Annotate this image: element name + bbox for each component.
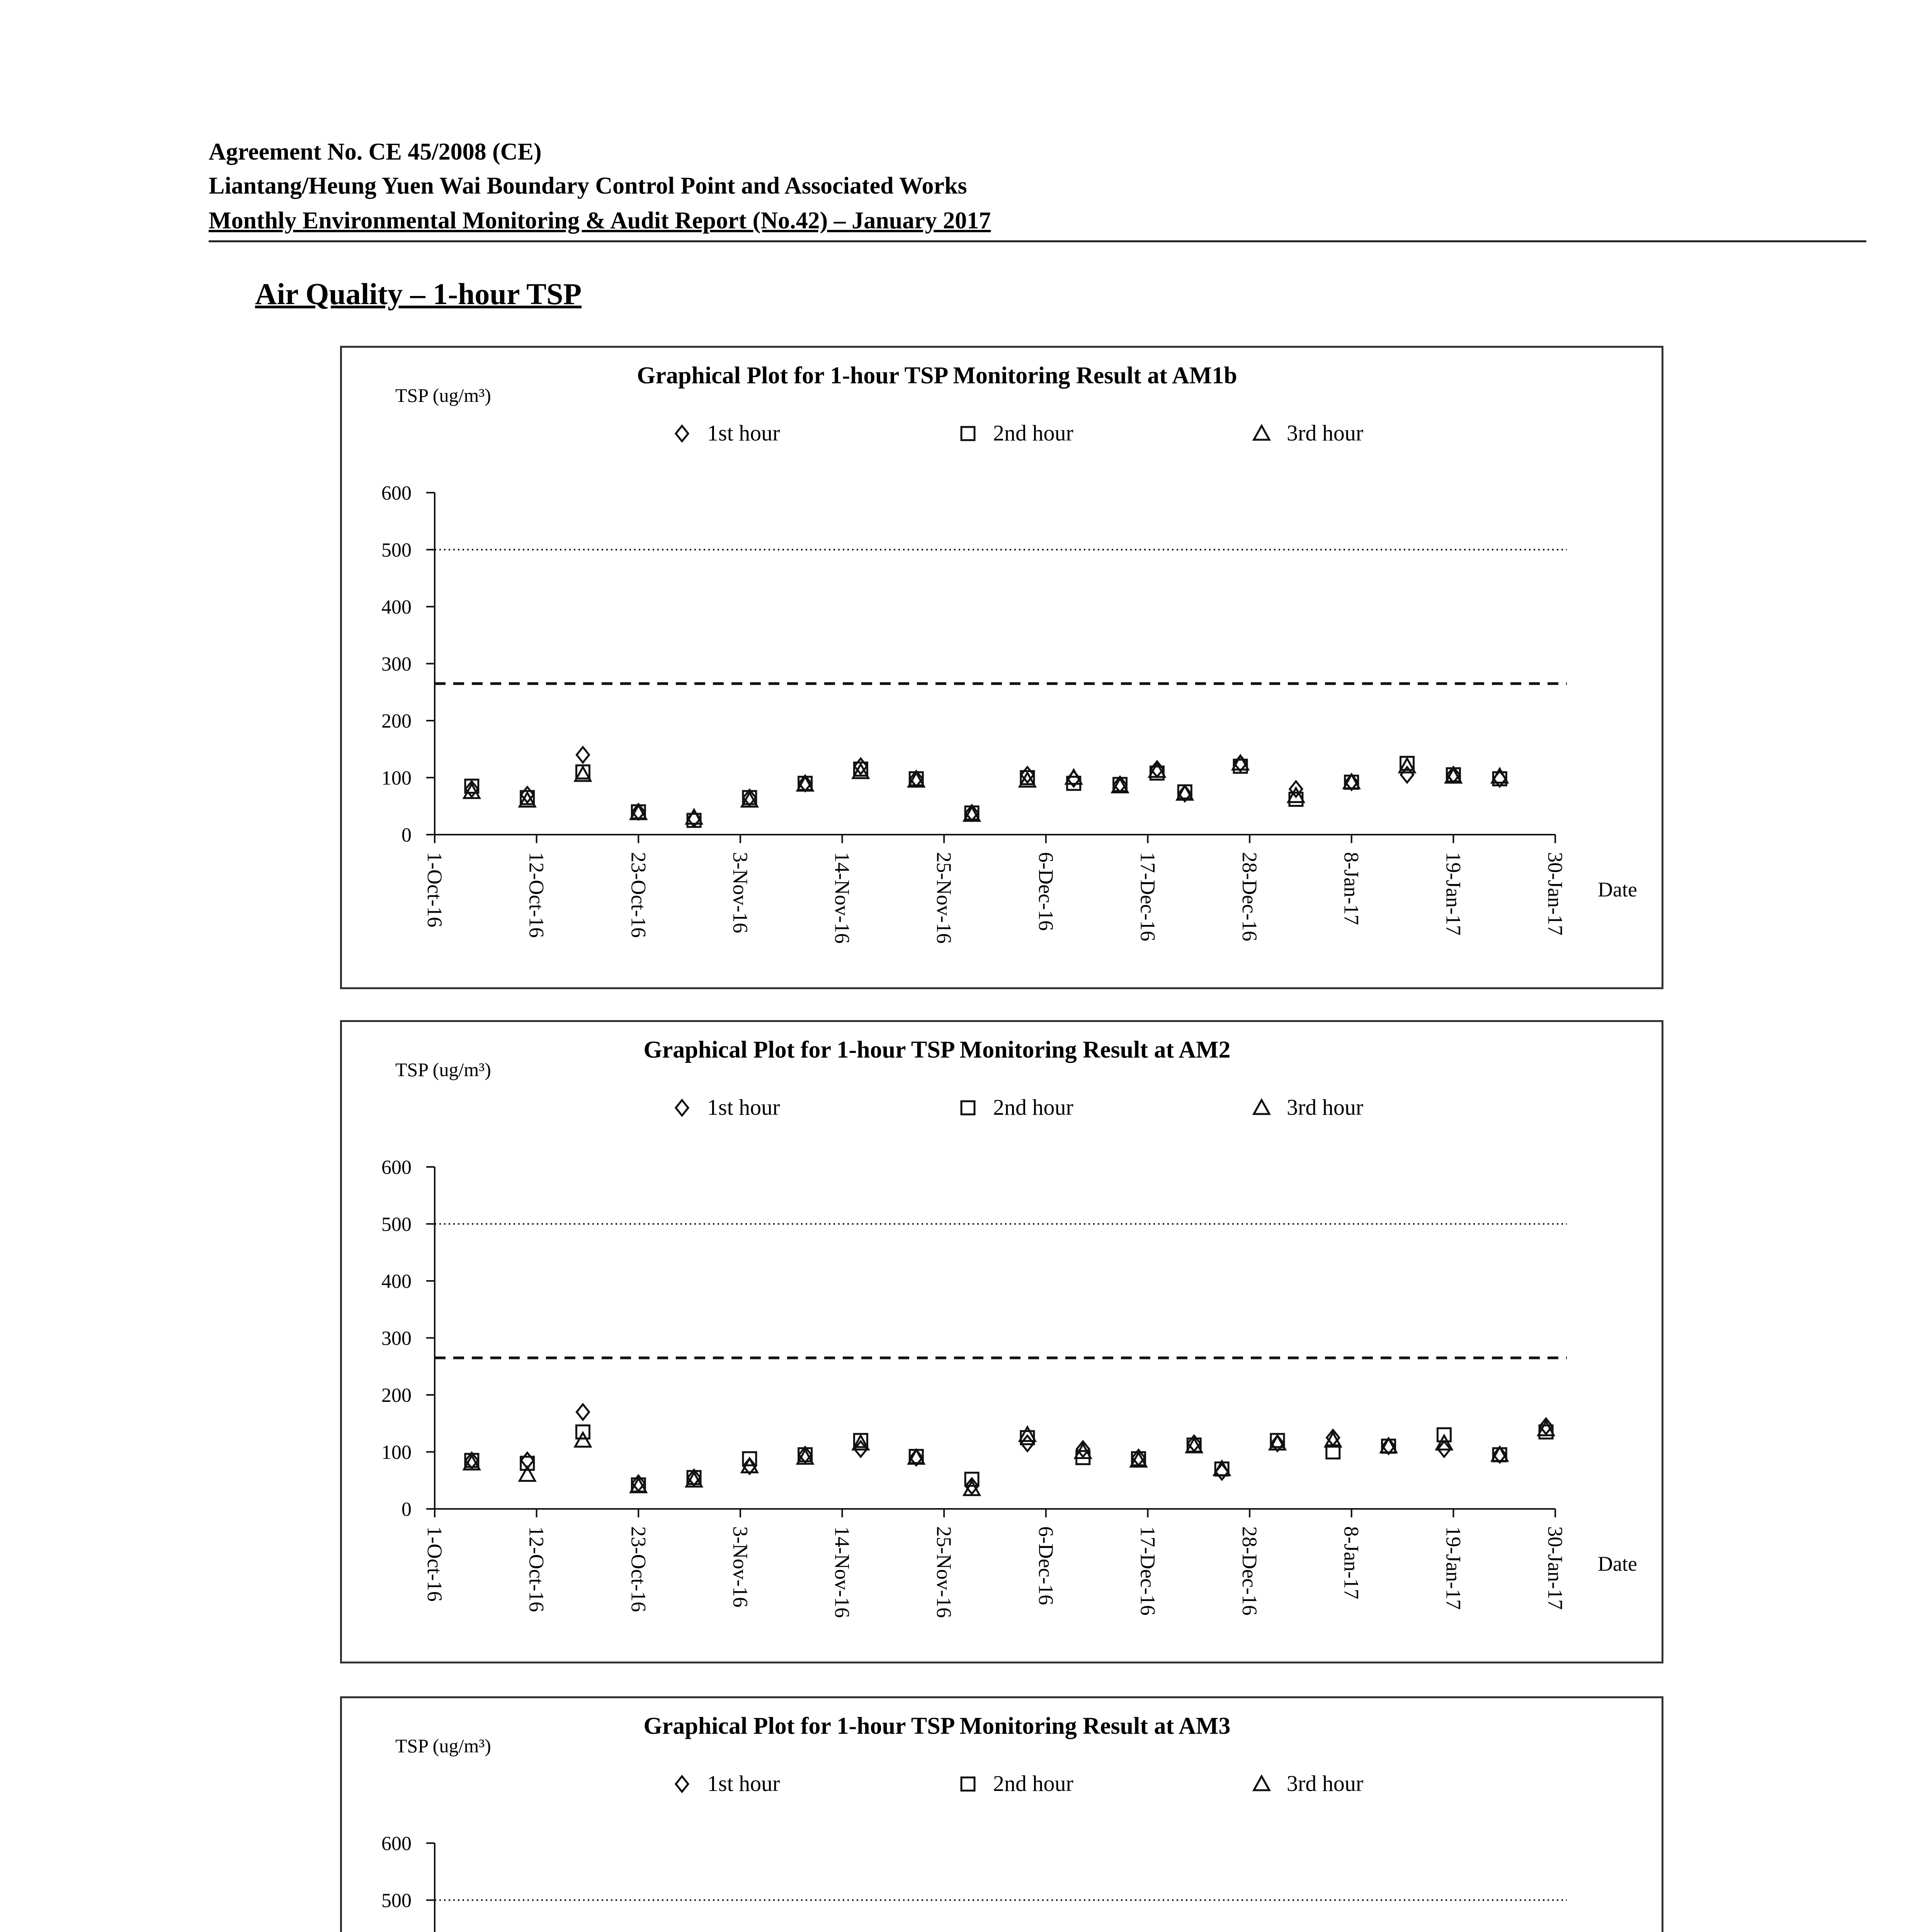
chart-panel-am2 bbox=[340, 1020, 1663, 1663]
legend-label: 1st hour bbox=[707, 1095, 780, 1120]
legend-label: 1st hour bbox=[707, 1771, 780, 1796]
diamond-data-point bbox=[577, 1404, 589, 1420]
legend-item bbox=[676, 1771, 780, 1796]
report-project-name: Liantang/Heung Yuen Wai Boundary Control Point and Associated Works bbox=[209, 173, 967, 199]
x-tick-label: 30-Jan-17 bbox=[1544, 852, 1567, 935]
y-tick-label: 200 bbox=[381, 710, 412, 732]
x-tick-label: 23-Oct-16 bbox=[627, 852, 650, 938]
chart-panel-am1b bbox=[340, 346, 1663, 989]
triangle-data-point bbox=[575, 1433, 590, 1447]
y-tick-label: 0 bbox=[401, 824, 412, 846]
series-2 bbox=[465, 1425, 1553, 1492]
legend-label: 3rd hour bbox=[1287, 1771, 1364, 1796]
diamond-legend-marker bbox=[676, 1100, 688, 1116]
x-tick-label: 8-Jan-17 bbox=[1340, 852, 1363, 925]
y-axis-label: TSP (ug/m³) bbox=[395, 384, 491, 406]
series-1 bbox=[466, 1404, 1552, 1494]
scatter-chart bbox=[342, 1022, 1665, 1665]
x-tick-label: 12-Oct-16 bbox=[525, 1526, 548, 1612]
series-2 bbox=[465, 757, 1506, 827]
legend-label: 1st hour bbox=[707, 420, 780, 446]
diamond-data-point bbox=[577, 747, 589, 763]
x-tick-label: 28-Dec-16 bbox=[1238, 852, 1262, 941]
x-tick-label: 19-Jan-17 bbox=[1442, 852, 1465, 935]
y-tick-label: 600 bbox=[381, 482, 412, 504]
legend-item bbox=[1254, 1095, 1363, 1120]
y-tick-label: 100 bbox=[381, 1441, 412, 1464]
x-tick-label: 17-Dec-16 bbox=[1136, 1526, 1160, 1616]
y-axis-label: TSP (ug/m³) bbox=[395, 1059, 491, 1080]
x-tick-label: 6-Dec-16 bbox=[1034, 852, 1058, 931]
x-tick-label: 8-Jan-17 bbox=[1340, 1526, 1363, 1599]
x-tick-label: 3-Nov-16 bbox=[728, 852, 752, 933]
x-tick-label: 30-Jan-17 bbox=[1544, 1526, 1567, 1610]
y-tick-label: 600 bbox=[381, 1156, 412, 1179]
triangle-legend-marker bbox=[1254, 1776, 1269, 1790]
x-tick-label: 19-Jan-17 bbox=[1442, 1526, 1465, 1610]
x-tick-label: 1-Oct-16 bbox=[423, 852, 446, 927]
y-tick-label: 100 bbox=[381, 767, 412, 789]
chart-title: Graphical Plot for 1-hour TSP Monitoring Result at AM3 bbox=[643, 1713, 1231, 1739]
section-title: Air Quality – 1-hour TSP bbox=[255, 277, 582, 311]
triangle-legend-marker bbox=[1254, 426, 1269, 440]
y-tick-label: 400 bbox=[381, 596, 412, 618]
scatter-chart bbox=[342, 1698, 1665, 1932]
x-tick-label: 1-Oct-16 bbox=[423, 1526, 446, 1602]
diamond-data-point bbox=[1216, 1464, 1228, 1480]
y-tick-label: 0 bbox=[401, 1498, 412, 1520]
report-title: Monthly Environmental Monitoring & Audit Report (No.42) – January 2017 bbox=[209, 207, 991, 234]
diamond-data-point bbox=[1493, 771, 1506, 786]
legend-item bbox=[1254, 420, 1363, 446]
diamond-legend-marker bbox=[676, 426, 688, 441]
x-tick-label: 23-Oct-16 bbox=[627, 1526, 650, 1612]
x-tick-label: 14-Nov-16 bbox=[830, 1526, 854, 1618]
x-tick-label: 17-Dec-16 bbox=[1136, 852, 1160, 941]
legend-item bbox=[676, 420, 780, 446]
triangle-data-point bbox=[1020, 1427, 1035, 1441]
series-3 bbox=[464, 1422, 1554, 1495]
square-legend-marker bbox=[961, 1101, 975, 1114]
report-agreement-number: Agreement No. CE 45/2008 (CE) bbox=[209, 139, 542, 165]
y-tick-label: 200 bbox=[381, 1384, 412, 1406]
legend-item bbox=[1254, 1771, 1363, 1796]
diamond-legend-marker bbox=[676, 1776, 688, 1792]
legend-label: 2nd hour bbox=[993, 1771, 1073, 1796]
legend-item bbox=[961, 1095, 1073, 1120]
x-tick-label: 25-Nov-16 bbox=[932, 852, 956, 944]
x-tick-label: 12-Oct-16 bbox=[525, 852, 548, 938]
x-tick-label: 3-Nov-16 bbox=[728, 1526, 752, 1607]
x-axis-label: Date bbox=[1598, 1552, 1637, 1575]
chart-title: Graphical Plot for 1-hour TSP Monitoring Result at AM1b bbox=[637, 362, 1237, 389]
scatter-chart bbox=[342, 348, 1665, 991]
legend-item bbox=[961, 420, 1073, 446]
chart-title: Graphical Plot for 1-hour TSP Monitoring Result at AM2 bbox=[643, 1037, 1231, 1063]
y-tick-label: 600 bbox=[381, 1833, 412, 1855]
x-axis-label: Date bbox=[1598, 878, 1637, 901]
y-tick-label: 400 bbox=[381, 1270, 412, 1293]
y-tick-label: 500 bbox=[381, 539, 412, 561]
y-tick-label: 500 bbox=[381, 1213, 412, 1236]
y-tick-label: 300 bbox=[381, 1327, 412, 1350]
y-axis-label: TSP (ug/m³) bbox=[395, 1735, 491, 1757]
y-tick-label: 500 bbox=[381, 1889, 412, 1912]
legend-item bbox=[961, 1771, 1073, 1796]
triangle-legend-marker bbox=[1254, 1100, 1269, 1114]
x-tick-label: 6-Dec-16 bbox=[1034, 1526, 1058, 1605]
x-tick-label: 14-Nov-16 bbox=[830, 852, 854, 944]
header-rule bbox=[209, 240, 1866, 242]
square-legend-marker bbox=[961, 427, 975, 440]
square-legend-marker bbox=[961, 1777, 975, 1791]
series-1 bbox=[466, 747, 1506, 827]
chart-panel-am3 bbox=[340, 1696, 1663, 1932]
y-tick-label: 300 bbox=[381, 653, 412, 675]
legend-label: 2nd hour bbox=[993, 1095, 1073, 1120]
legend-label: 3rd hour bbox=[1287, 420, 1364, 446]
x-tick-label: 28-Dec-16 bbox=[1238, 1526, 1262, 1616]
legend-item bbox=[676, 1095, 780, 1120]
legend-label: 3rd hour bbox=[1287, 1095, 1364, 1120]
x-tick-label: 25-Nov-16 bbox=[932, 1526, 956, 1618]
legend-label: 2nd hour bbox=[993, 420, 1073, 446]
